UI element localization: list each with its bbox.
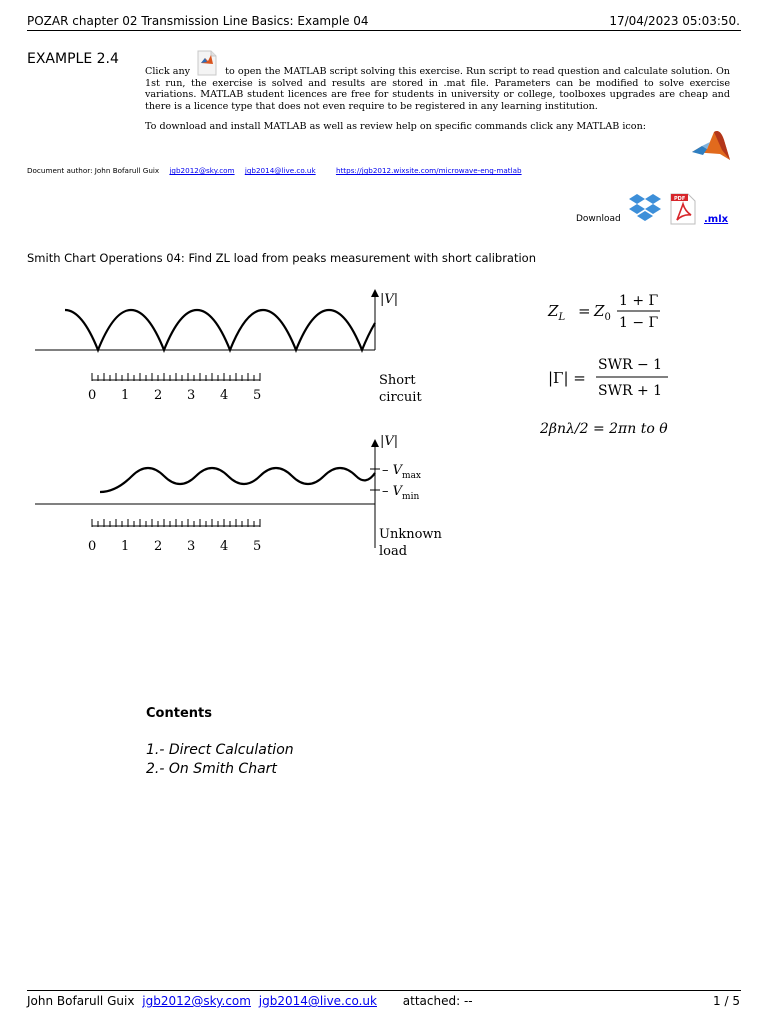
svg-text:5: 5 [253, 539, 262, 554]
svg-text:SWR − 1: SWR − 1 [598, 357, 663, 373]
svg-text:1 − Γ: 1 − Γ [619, 315, 659, 331]
svg-text:SWR + 1: SWR + 1 [598, 383, 663, 399]
footer-author: John Bofarull Guix [27, 994, 135, 1008]
footer-email-1-link[interactable]: jgb2012@sky.com [142, 994, 251, 1008]
phase-relation-equation: 2βnλ/2 = 2πn to θ [540, 421, 668, 437]
contents-title: Contents [146, 706, 212, 721]
intro-text-1: to open the MATLAB script solving this exercise. Run script to read question and calculate solution. On 1st run, the exercise is solved and results are stored in .mat file. Parameters can be modified to solve exercise variations. MATLAB student licences are free for students in university or college, toolboxes upgrades are cheap and there is a licence type that does not even require to be registered in any learning institution. [145, 66, 730, 112]
page-number: 1 / 5 [713, 994, 740, 1008]
vmin-label: – $V_{min}$ [382, 484, 420, 502]
toc-item-smith-chart[interactable]: 2.- On Smith Chart [146, 761, 277, 777]
svg-text:=: = [578, 302, 591, 320]
footer-email-2-link[interactable]: jgb2014@live.co.uk [258, 994, 377, 1008]
top-axis-label: |V| [380, 292, 399, 307]
vmax-label: – $V_{max}$ [382, 463, 422, 481]
svg-text:PDF: PDF [674, 196, 686, 202]
bottom-axis-label: |V| [380, 434, 399, 449]
svg-text:4: 4 [220, 539, 229, 554]
header-divider [27, 30, 741, 31]
dropbox-icon[interactable] [628, 193, 662, 223]
matlab-logo-icon[interactable] [690, 126, 732, 166]
intro-text [145, 66, 730, 142]
svg-text:2: 2 [154, 539, 163, 554]
author-website-link[interactable]: https://jgb2012.wixsite.com/microwave-eng-matlab [335, 166, 522, 175]
header-date: 17/04/2023 05:03:50. [609, 14, 740, 28]
short-label-2: circuit [379, 390, 422, 405]
short-circuit-wave [65, 310, 375, 350]
unknown-load-wave [100, 468, 375, 492]
author-email-1-link[interactable]: jgb2012@sky.com [169, 166, 235, 175]
header-title: POZAR chapter 02 Transmission Line Basics: Example 04 [27, 14, 369, 28]
unknown-label-1: Unknown [379, 527, 442, 542]
bottom-axis-arrow [371, 439, 379, 447]
toc-item-direct-calculation[interactable]: 1.- Direct Calculation [146, 742, 294, 758]
example-title: EXAMPLE 2.4 [27, 51, 119, 67]
footer-divider [27, 990, 741, 991]
svg-text:3: 3 [187, 388, 196, 403]
top-tick-labels [88, 388, 261, 403]
short-label-1: Short [379, 373, 416, 388]
author-email-2-link[interactable]: jgb2014@live.co.uk [244, 166, 316, 175]
svg-text:1: 1 [121, 388, 130, 403]
footer-attached: attached: -- [402, 994, 473, 1008]
svg-text:ZL: $Z_L$ [548, 302, 566, 323]
top-axis-arrow [371, 289, 379, 297]
svg-text:1 + Γ: 1 + Γ [619, 293, 659, 309]
svg-text:0: 0 [88, 539, 97, 554]
intro-text-2: To download and install MATLAB as well as review help on specific commands click any MATLAB icon: [145, 121, 646, 133]
author-row [27, 166, 522, 175]
footer [27, 994, 473, 1008]
load-impedance-equation [547, 293, 660, 331]
svg-text:Z0: $Z_0$ [594, 302, 611, 323]
mlx-download-link[interactable]: .mlx [704, 214, 729, 225]
svg-text:3: 3 [187, 539, 196, 554]
pdf-icon[interactable] [670, 193, 696, 225]
unknown-label-2: load [379, 544, 408, 559]
standing-wave-figure [30, 283, 450, 568]
svg-text:1: 1 [121, 539, 130, 554]
svg-text:5: 5 [253, 388, 262, 403]
svg-text:4: 4 [220, 388, 229, 403]
download-label: Download [576, 214, 621, 224]
equations-block [530, 283, 730, 443]
svg-text:2: 2 [154, 388, 163, 403]
svg-text:|Γ| =: |Γ| = [548, 369, 586, 387]
click-any-label: Click any [145, 66, 191, 77]
section-heading: Smith Chart Operations 04: Find ZL load from peaks measurement with short calibration [27, 251, 536, 265]
svg-text:0: 0 [88, 388, 97, 403]
reflection-coefficient-equation [548, 357, 668, 399]
bottom-tick-labels [88, 539, 261, 554]
author-label: Document author: John Bofarull Guix [27, 166, 160, 175]
